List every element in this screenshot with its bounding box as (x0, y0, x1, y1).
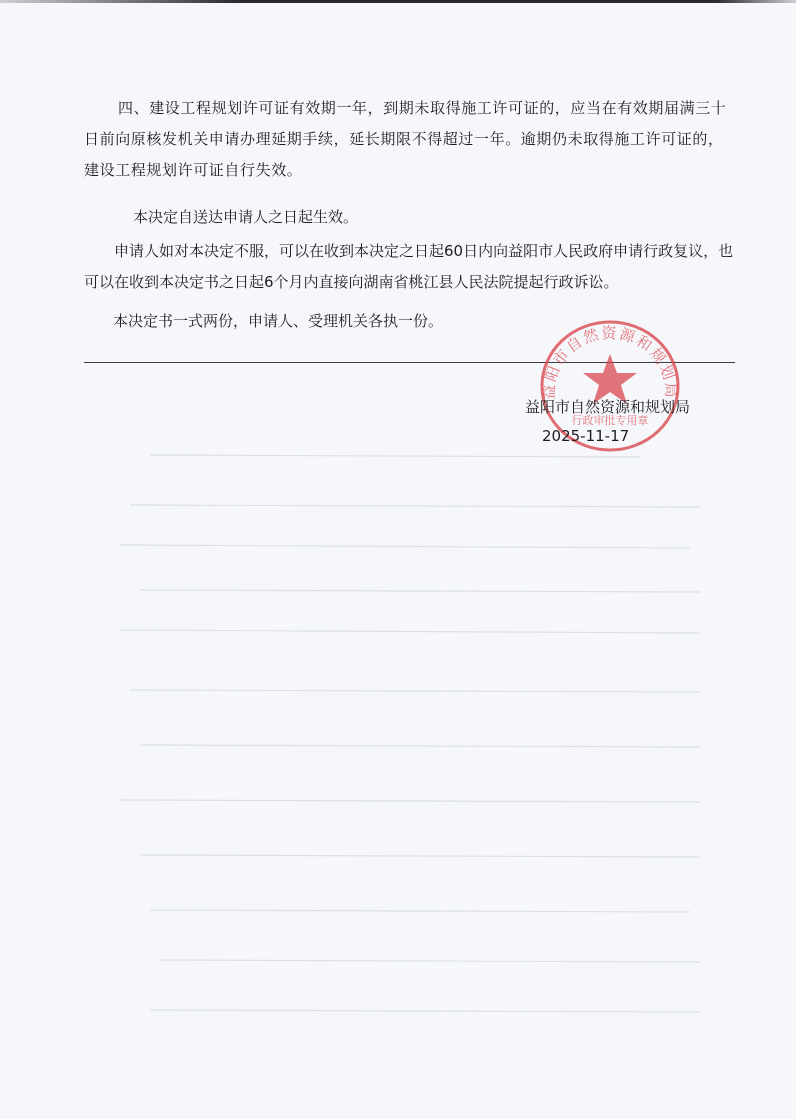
issue-date: 2025-11-17 (542, 427, 630, 445)
paragraph-appeal: 申请人如对本决定不服，可以在收到本决定之日起60日内向益阳市人民政府申请行政复议，也可以在收到本决定书之日起6个月内直接向湖南省桃江县人民法院提起行政诉讼。 (84, 242, 734, 291)
svg-text:行政审批专用章: 行政审批专用章 (571, 414, 649, 427)
paragraph-copies: 本决定书一式两份，申请人、受理机关各执一份。 (113, 312, 444, 330)
issuing-organization: 益阳市自然资源和规划局 (525, 398, 691, 416)
paragraph-validity: 四、建设工程规划许可证有效期一年，到期未取得施工许可证的，应当在有效期届满三十日前向原核发机关申请办理延期手续，延长期限不得超过一年。逾期仍未取得施工许可证的，建设工程规划许可证自行失效。 (84, 99, 727, 179)
svg-text:益阳市自然资源和规划局: 益阳市自然资源和规划局 (539, 324, 681, 401)
paragraph-effective: 本决定自送达申请人之日起生效。 (133, 208, 359, 226)
